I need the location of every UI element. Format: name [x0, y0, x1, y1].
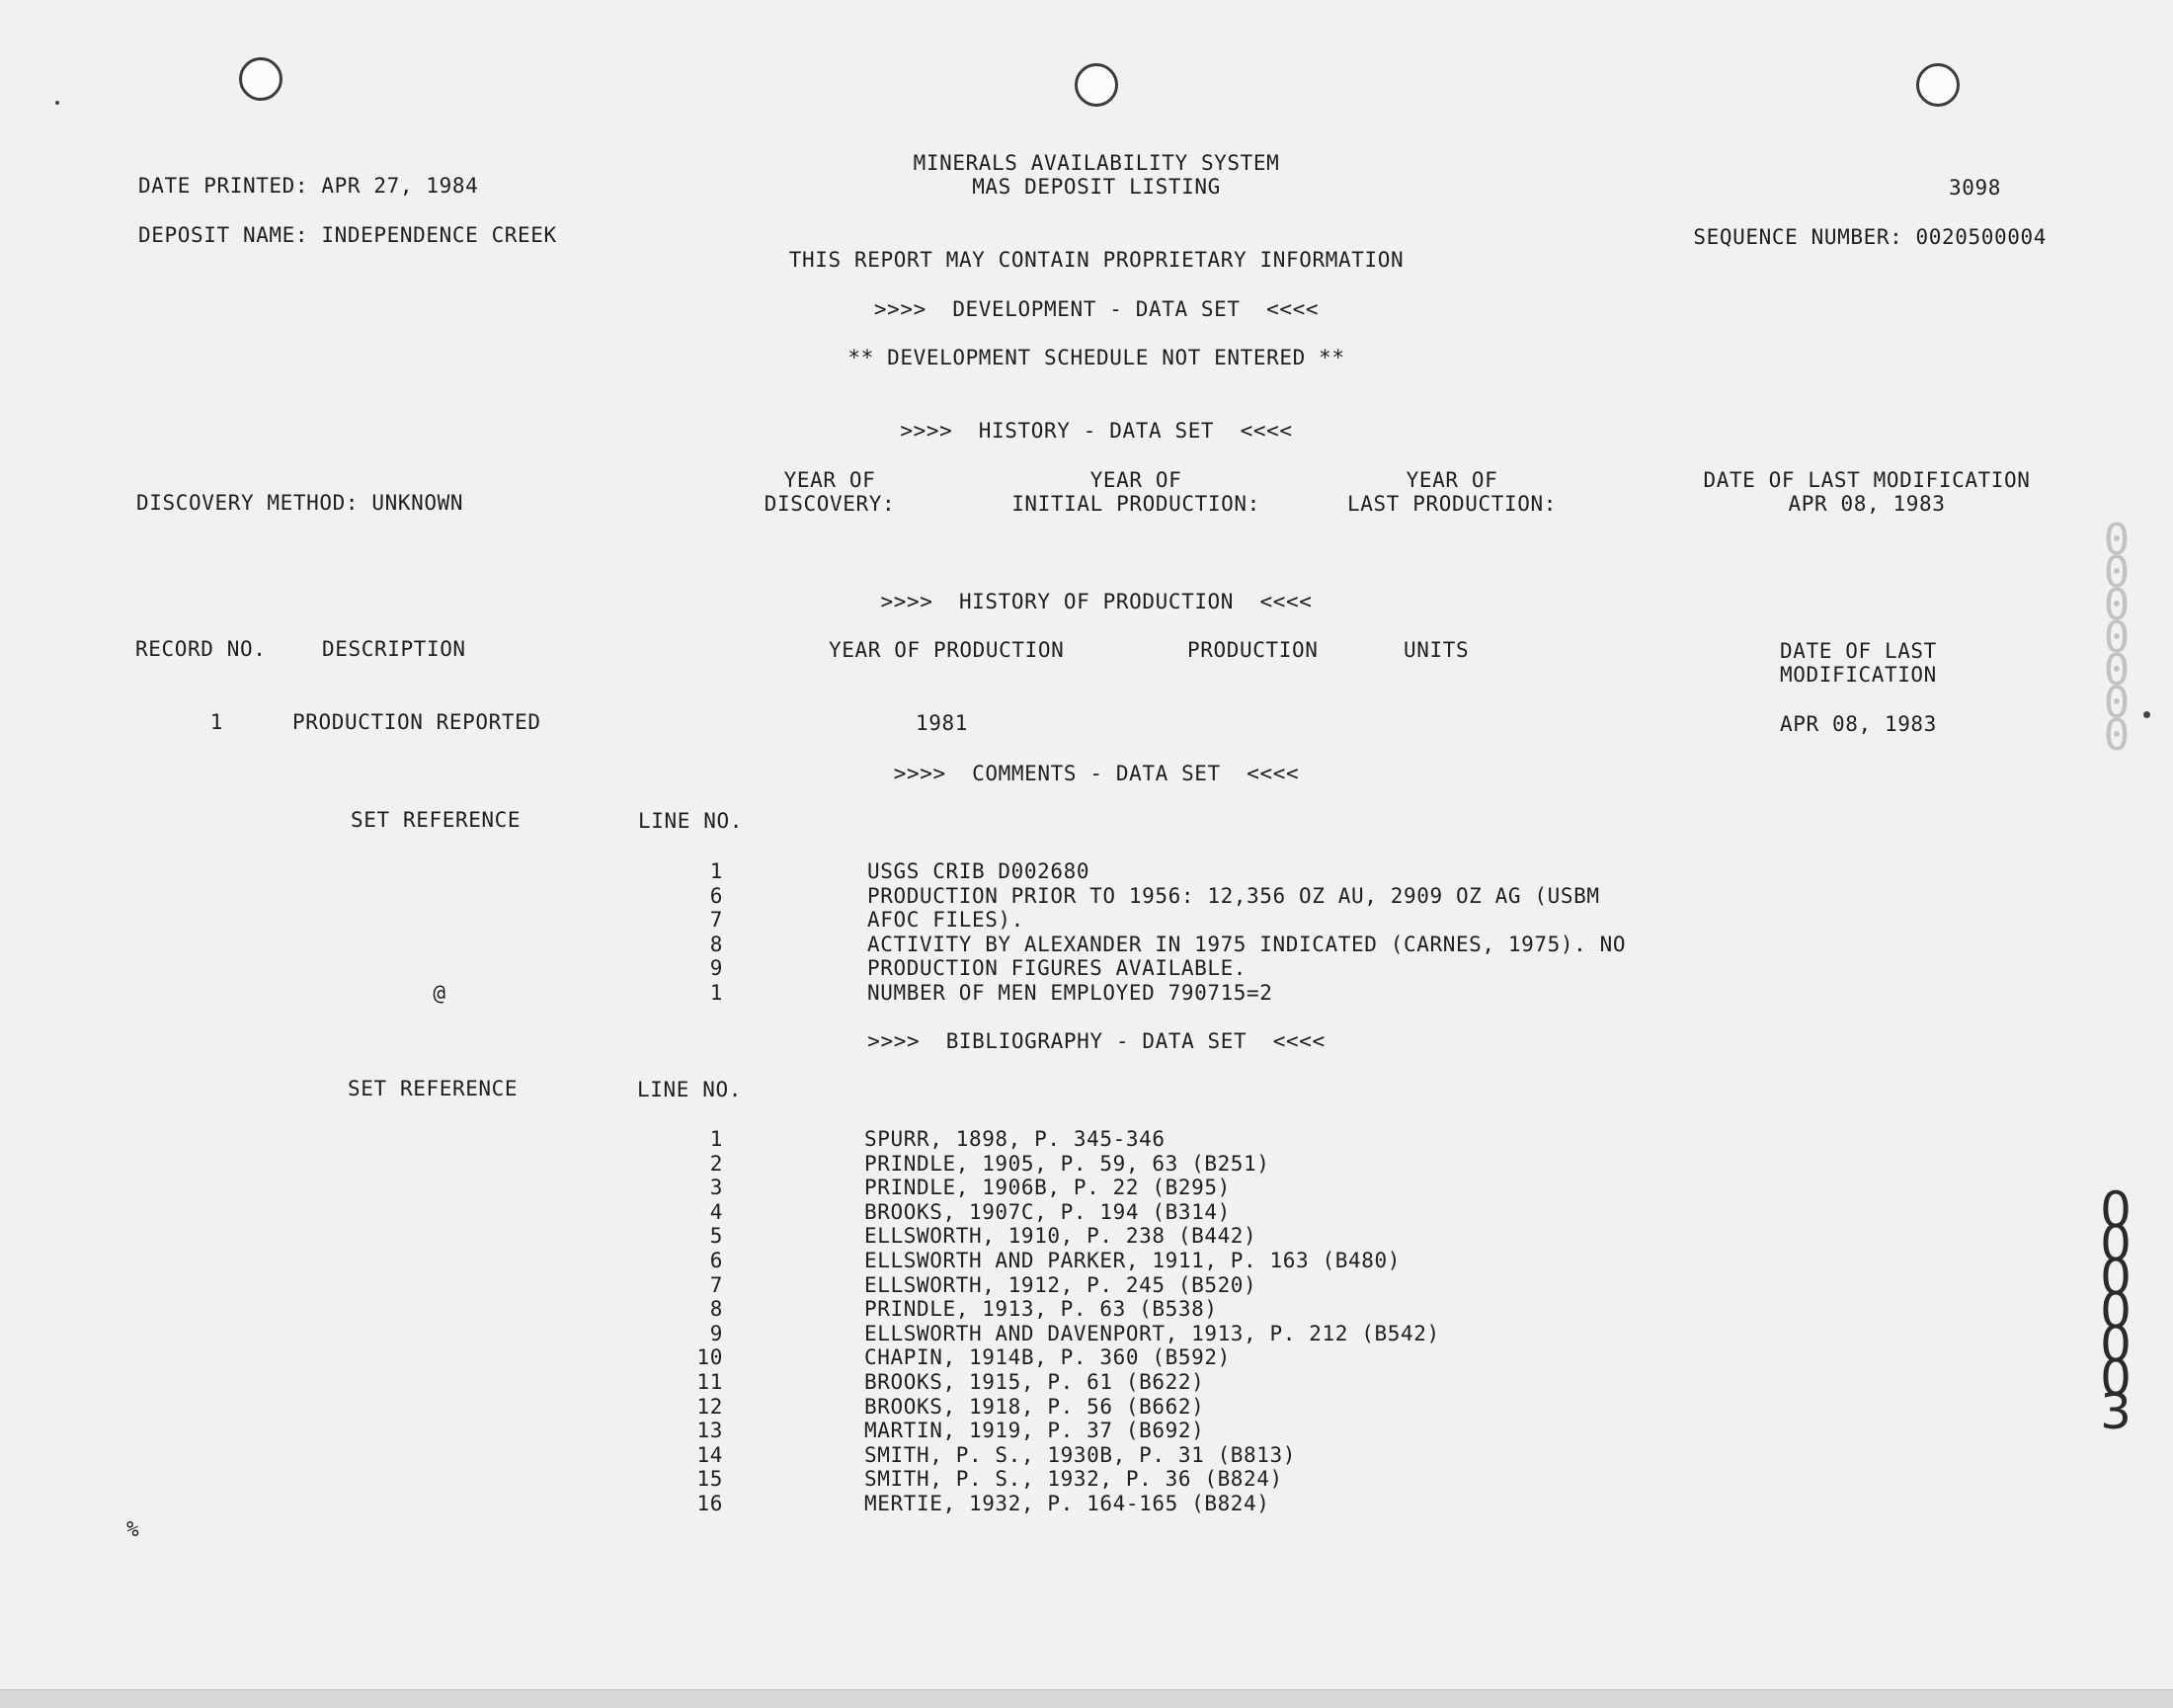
- listing-title: MAS DEPOSIT LISTING: [972, 175, 1221, 199]
- line-no-cell: 1: [709, 859, 723, 883]
- line-no-cell: 14: [696, 1442, 723, 1467]
- comment-text: USGS CRIB D002680: [867, 859, 1090, 883]
- col-record-no: RECORD NO.: [135, 637, 267, 661]
- col-last-modification: DATE OF LAST MODIFICATION: [1780, 639, 1937, 687]
- line-no-cell: 3: [709, 1176, 723, 1200]
- bibliography-text: ELLSWORTH AND DAVENPORT, 1913, P. 212 (B542): [864, 1321, 1440, 1345]
- comment-text: AFOC FILES).: [867, 908, 1024, 933]
- comment-text: PRODUCTION PRIOR TO 1956: 12,356 OZ AU, 2909 OZ AG (USBM: [867, 883, 1600, 908]
- line-no-cell: 9: [709, 1321, 723, 1345]
- bibliography-text: SMITH, P. S., 1930B, P. 31 (B813): [864, 1442, 1297, 1467]
- bibliography-heading: >>>> BIBLIOGRAPHY - DATA SET <<<<: [867, 1029, 1326, 1053]
- page-number: 3098: [1949, 176, 2001, 200]
- bibliography-text: SPURR, 1898, P. 345-346: [864, 1127, 1166, 1151]
- faint-frame-number: 0 0 0 0 0 0 0: [2103, 515, 2131, 761]
- description-cell: PRODUCTION REPORTED: [292, 710, 541, 734]
- line-no-cell: 4: [709, 1199, 723, 1224]
- proprietary-notice: THIS REPORT MAY CONTAIN PROPRIETARY INFORMATION: [788, 248, 1405, 272]
- year-cell: 1981: [916, 711, 968, 735]
- col-production: PRODUCTION: [1187, 638, 1319, 662]
- bibliography-text: PRINDLE, 1905, P. 59, 63 (B251): [864, 1151, 1270, 1176]
- sequence-number: SEQUENCE NUMBER: 0020500004: [1693, 225, 2047, 249]
- last-mod-cell: APR 08, 1983: [1780, 712, 1937, 736]
- line-no-cell: 7: [709, 1272, 723, 1297]
- line-no-cell: 13: [696, 1419, 723, 1443]
- page-bottom-edge: [0, 1689, 2173, 1708]
- bibliography-text: ELLSWORTH AND PARKER, 1911, P. 163 (B480): [864, 1249, 1401, 1272]
- line-no-cell: 6: [709, 883, 723, 908]
- percent-mark: %: [126, 1517, 140, 1541]
- line-no-cell: 15: [696, 1467, 723, 1492]
- development-note: ** DEVELOPMENT SCHEDULE NOT ENTERED **: [847, 346, 1345, 369]
- system-title: MINERALS AVAILABILITY SYSTEM: [913, 151, 1280, 175]
- frame-number-stamp: 0 0 0 0 0 0 3: [2100, 1181, 2132, 1440]
- col-units: UNITS: [1404, 638, 1470, 662]
- set-reference-cell: @: [433, 981, 446, 1005]
- bibliography-text: MERTIE, 1932, P. 164-165 (B824): [864, 1492, 1270, 1515]
- bibliography-text: PRINDLE, 1913, P. 63 (B538): [864, 1297, 1218, 1322]
- col-description: DESCRIPTION: [322, 637, 466, 661]
- line-no-cell: 16: [696, 1492, 723, 1515]
- history-last-modification: DATE OF LAST MODIFICATION APR 08, 1983: [1703, 468, 2031, 516]
- bibliography-text: PRINDLE, 1906B, P. 22 (B295): [864, 1176, 1231, 1200]
- bibliography-text: BROOKS, 1907C, P. 194 (B314): [864, 1199, 1231, 1224]
- bibliography-text: ELLSWORTH, 1912, P. 245 (B520): [864, 1272, 1257, 1297]
- col-year-of-production: YEAR OF PRODUCTION: [829, 638, 1065, 662]
- punch-hole-center: [1075, 63, 1118, 107]
- line-no-cell: 8: [709, 1297, 723, 1322]
- year-of-discovery-label: YEAR OF DISCOVERY:: [764, 468, 896, 516]
- comment-text: ACTIVITY BY ALEXANDER IN 1975 INDICATED (CARNES, 1975). NO: [867, 932, 1627, 956]
- line-no-cell: 7: [709, 908, 723, 933]
- line-no-cell: 5: [709, 1224, 723, 1249]
- production-heading: >>>> HISTORY OF PRODUCTION <<<<: [880, 590, 1313, 613]
- deposit-name: DEPOSIT NAME: INDEPENDENCE CREEK: [138, 223, 557, 247]
- line-no-cell: 10: [696, 1345, 723, 1370]
- comments-col-line-no: LINE NO.: [638, 809, 743, 833]
- punch-hole-left: [239, 57, 282, 101]
- line-no-cell: 11: [696, 1370, 723, 1394]
- bibliography-text: BROOKS, 1915, P. 61 (B622): [864, 1370, 1205, 1394]
- bibliography-text: MARTIN, 1919, P. 37 (B692): [864, 1419, 1205, 1443]
- bibliography-col-line-no: LINE NO.: [637, 1078, 742, 1101]
- history-heading: >>>> HISTORY - DATA SET <<<<: [900, 419, 1293, 443]
- bibliography-text: SMITH, P. S., 1932, P. 36 (B824): [864, 1467, 1283, 1492]
- comment-text: NUMBER OF MEN EMPLOYED 790715=2: [867, 981, 1273, 1005]
- line-no-cell: 12: [696, 1394, 723, 1419]
- bibliography-text: ELLSWORTH, 1910, P. 238 (B442): [864, 1224, 1257, 1249]
- punch-hole-right: [1916, 63, 1960, 107]
- initial-production-label: YEAR OF INITIAL PRODUCTION:: [1011, 468, 1260, 516]
- last-production-label: YEAR OF LAST PRODUCTION:: [1347, 468, 1557, 516]
- development-heading: >>>> DEVELOPMENT - DATA SET <<<<: [873, 297, 1320, 321]
- ink-speck: [55, 101, 59, 105]
- comment-text: PRODUCTION FIGURES AVAILABLE.: [867, 956, 1247, 981]
- line-no-cell: 1: [709, 981, 723, 1005]
- discovery-method: DISCOVERY METHOD: UNKNOWN: [136, 491, 464, 515]
- comments-col-set-reference: SET REFERENCE: [351, 808, 522, 832]
- line-no-cell: 8: [709, 932, 723, 956]
- line-no-cell: 9: [709, 956, 723, 981]
- line-no-cell: 2: [709, 1151, 723, 1176]
- bibliography-col-set-reference: SET REFERENCE: [348, 1077, 519, 1100]
- bibliography-text: CHAPIN, 1914B, P. 360 (B592): [864, 1345, 1231, 1370]
- bibliography-text: BROOKS, 1918, P. 56 (B662): [864, 1394, 1205, 1419]
- comments-heading: >>>> COMMENTS - DATA SET <<<<: [893, 762, 1300, 785]
- date-printed: DATE PRINTED: APR 27, 1984: [138, 174, 479, 198]
- ink-speck: [2143, 711, 2150, 718]
- line-no-cell: 1: [709, 1127, 723, 1151]
- record-no-cell: 1: [209, 710, 223, 734]
- line-no-cell: 6: [709, 1249, 723, 1272]
